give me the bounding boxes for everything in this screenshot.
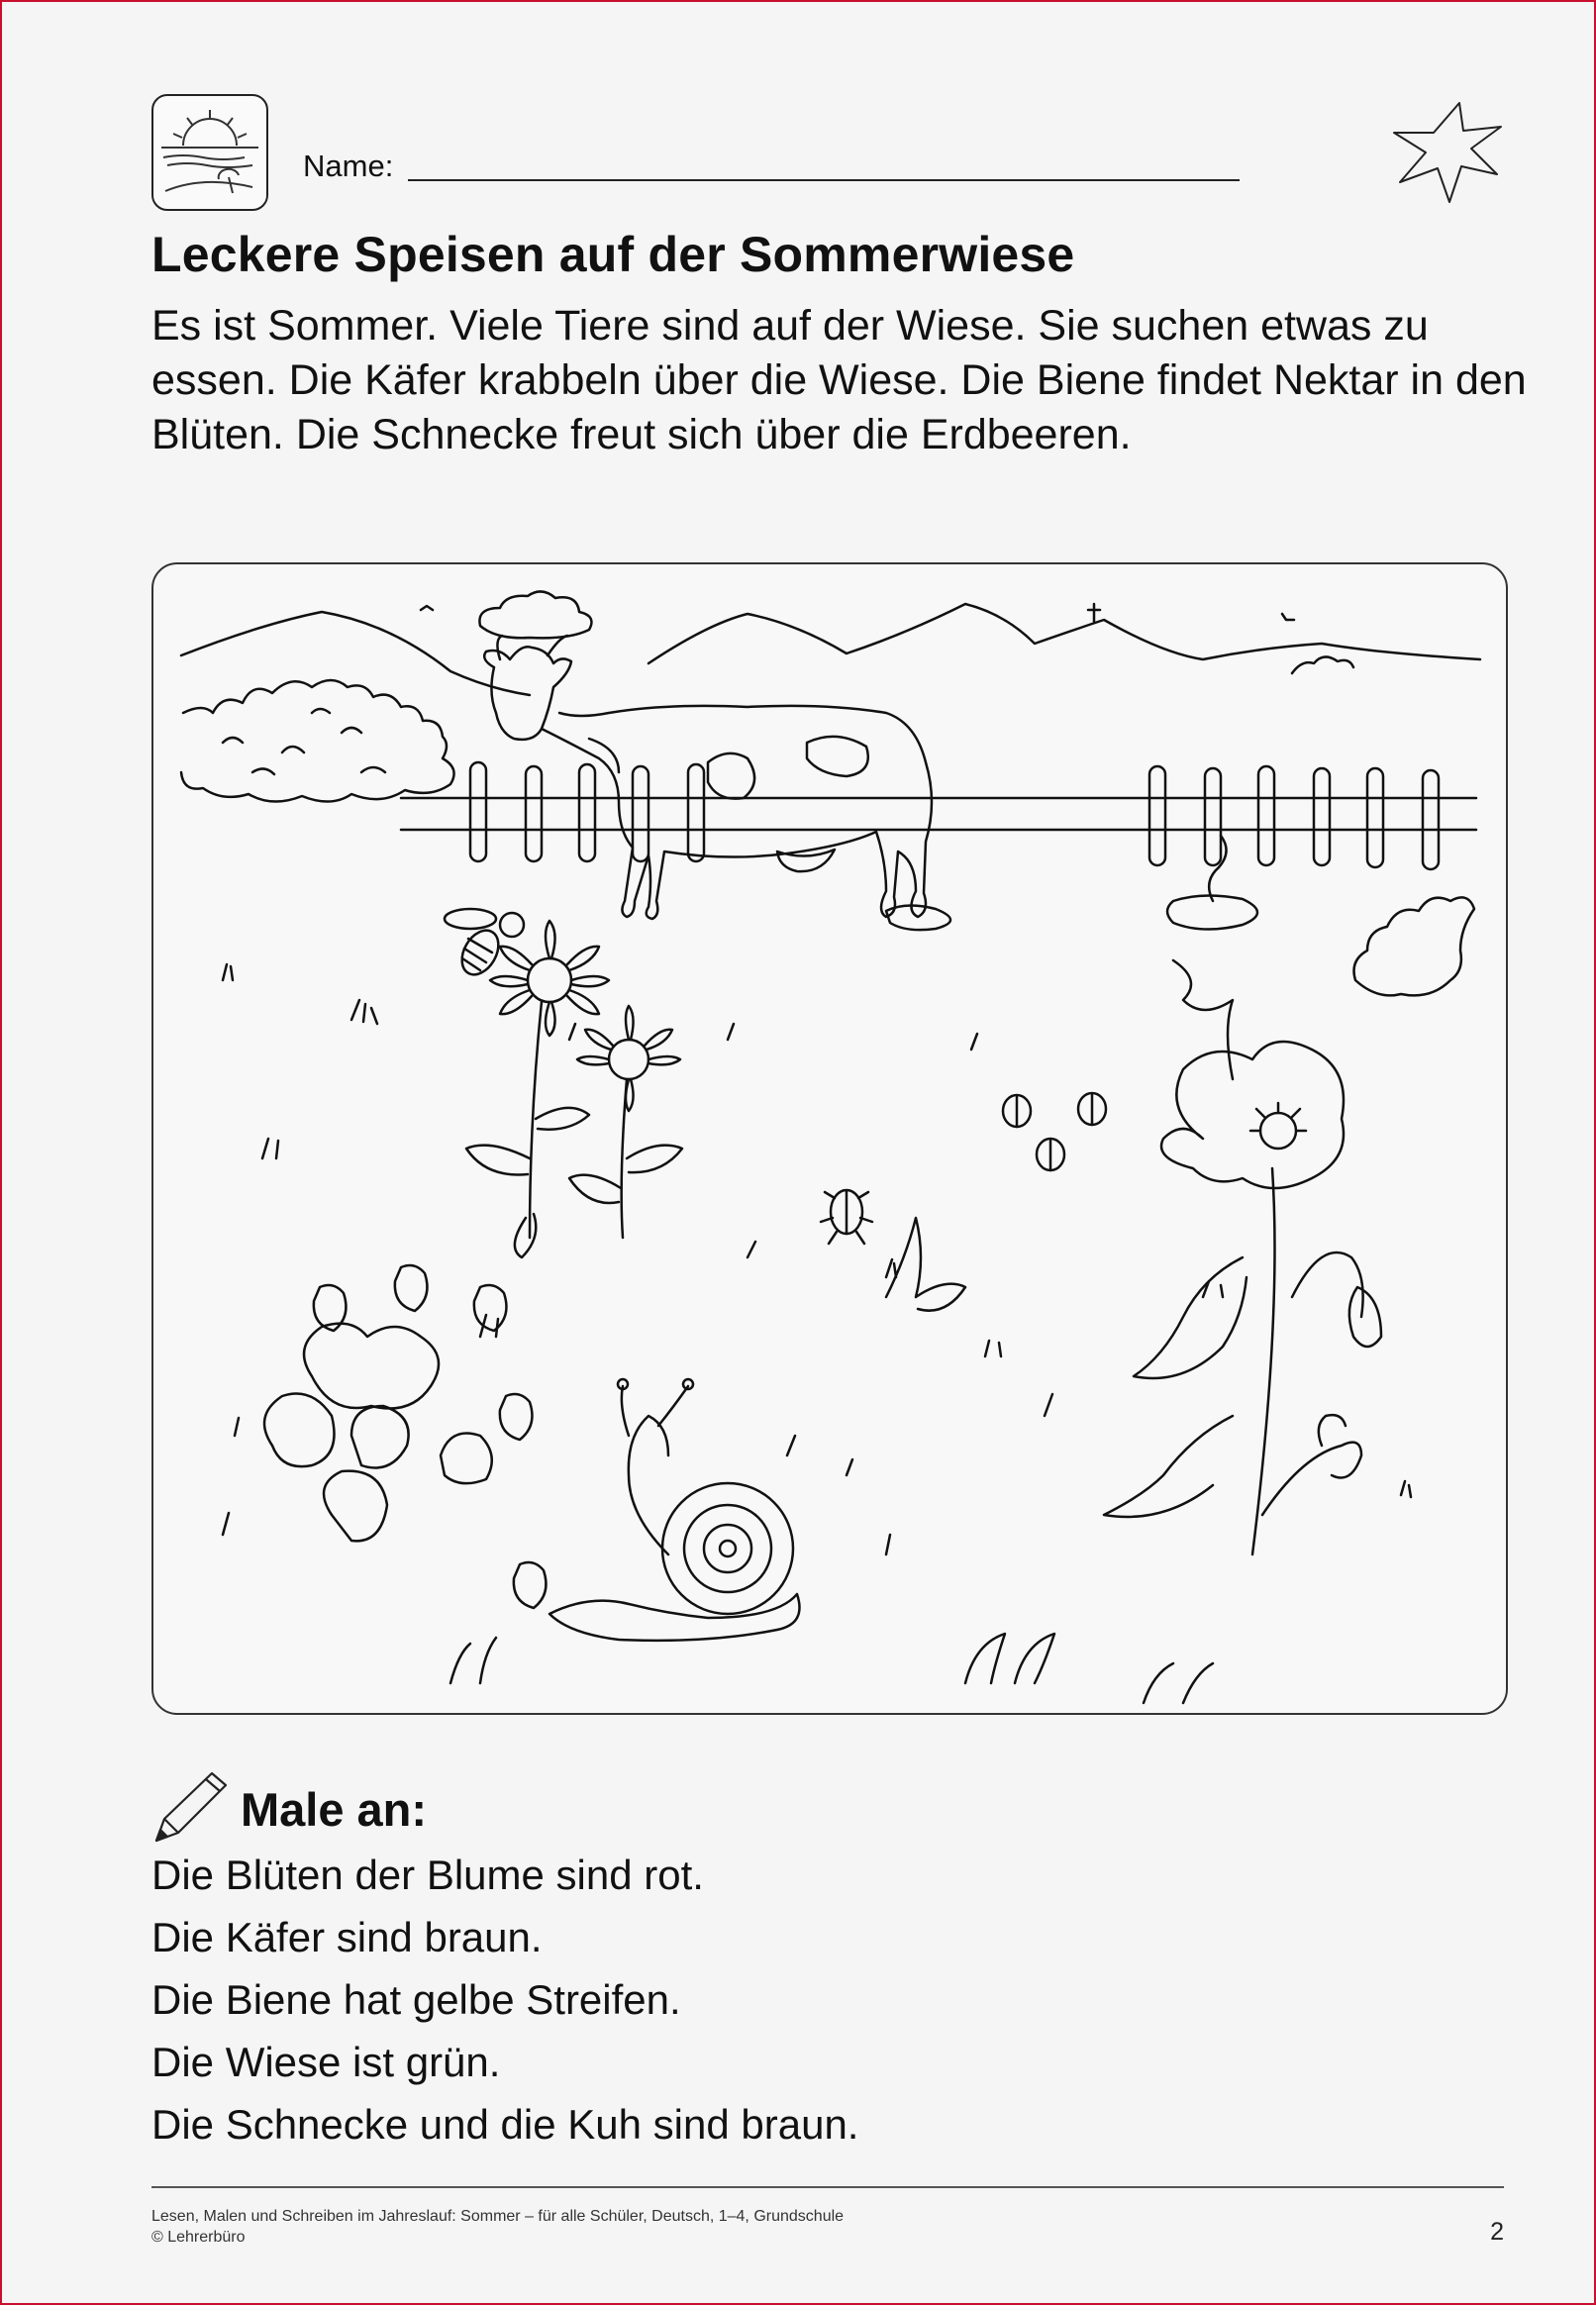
pencil-icon <box>150 1767 230 1847</box>
strawberry-icon <box>264 1265 546 1608</box>
season-sun-beach-icon <box>151 94 268 211</box>
daisy-flower-icon <box>466 921 682 1257</box>
cow-icon <box>484 636 932 919</box>
bush-icon <box>181 680 454 802</box>
cloud-icon <box>479 591 591 638</box>
coloring-illustration <box>151 562 1508 1715</box>
task-list <box>151 1844 858 2155</box>
task-item: Die Schnecke und die Kuh sind braun. <box>151 2101 859 2148</box>
bee-icon <box>445 909 524 981</box>
footer-copyright: © Lehrerbüro <box>151 2229 246 2246</box>
task-item: Die Blüten der Blume sind rot. <box>151 1852 704 1898</box>
footer-source-line: Lesen, Malen und Schreiben im Jahreslauf: Sommer – für alle Schüler, Deutsch, 1–4, Grundschule <box>151 2208 845 2225</box>
snail-icon <box>549 1379 800 1641</box>
task-item: Die Biene hat gelbe Streifen. <box>151 1976 681 2023</box>
name-field[interactable] <box>408 179 1240 181</box>
page-number: 2 <box>1490 2218 1504 2246</box>
task-heading: Male an: <box>241 1783 428 1836</box>
intro-text: Es ist Sommer. Viele Tiere sind auf der Wiese. Sie suchen etwas zu essen. Die Käfer krabbeln über die Wiese. Die Biene findet Nektar in den Blüten. Die Schnecke freut sich über die Erdbeeren. <box>151 302 1527 458</box>
star-icon <box>1390 99 1507 206</box>
footer-source <box>151 2206 844 2248</box>
beetle-icon <box>821 1093 1106 1244</box>
task-item: Die Käfer sind braun. <box>151 1914 543 1960</box>
task-item: Die Wiese ist grün. <box>151 2039 501 2085</box>
name-label: Name: <box>303 149 394 183</box>
fence-icon <box>401 762 1476 869</box>
footer-divider <box>151 2186 1504 2188</box>
poppy-flower-icon <box>1104 960 1381 1554</box>
page-title: Leckere Speisen auf der Sommerwiese <box>151 227 1075 282</box>
